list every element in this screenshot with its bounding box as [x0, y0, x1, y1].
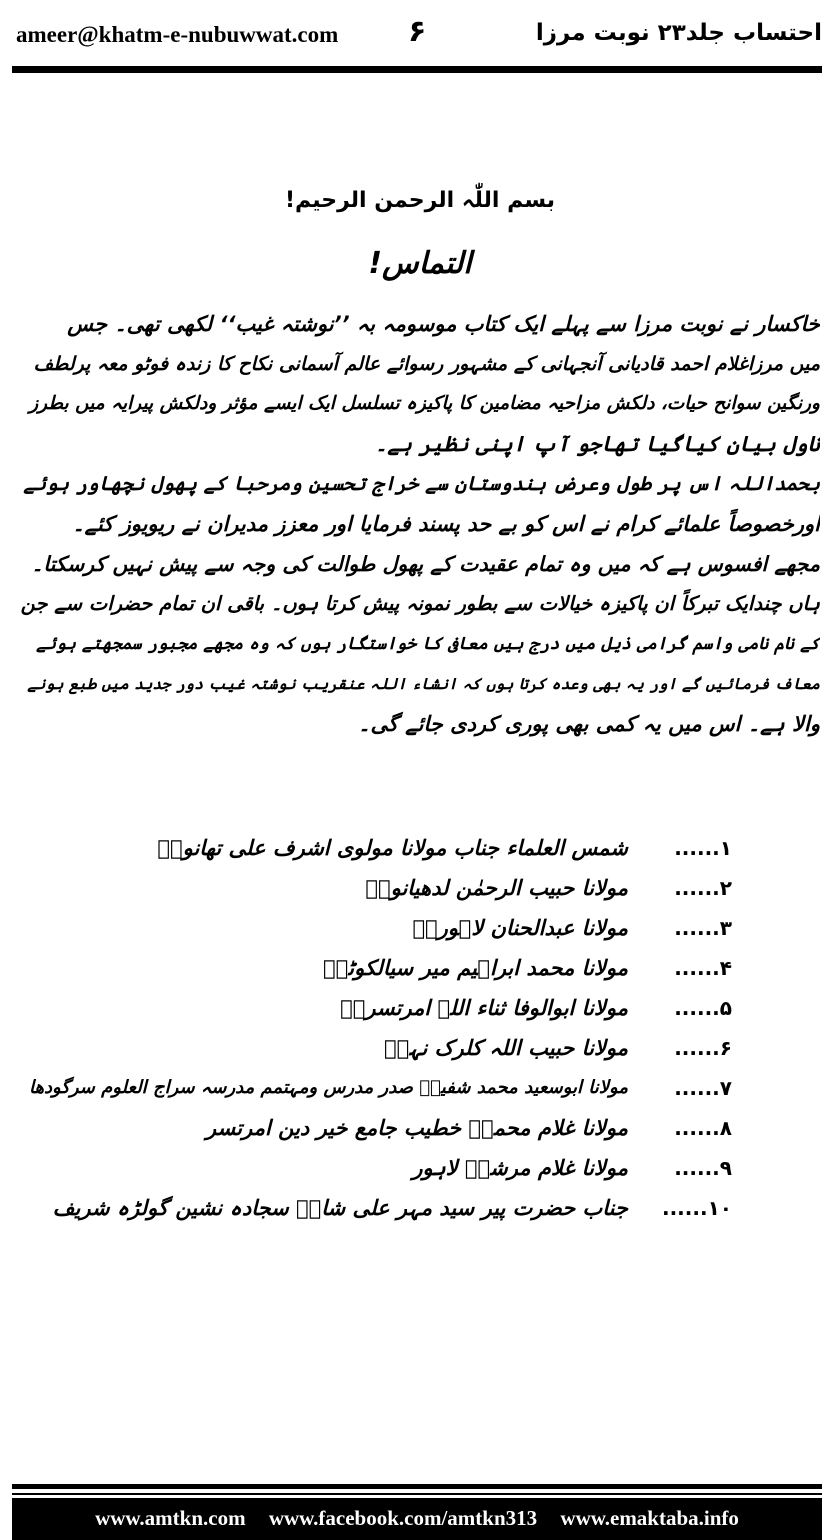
footer-link-amtkn[interactable]: www.amtkn.com: [95, 1506, 246, 1530]
footer-links: [12, 1498, 822, 1540]
body-line: ناول بیان کیاگیا تھاجو آپ اپنی نظیر ہے۔: [375, 432, 820, 456]
list-name: مولانا حبیب الرحمٰن لدھیانویؒ: [365, 876, 628, 900]
list-number: ۳......: [674, 916, 732, 940]
body-line: ہاں چندایک تبرکاً ان پاکیزہ خیالات سے بطور نمونہ پیش کرتا ہوں۔ باقی ان تمام حضرات سے جن: [20, 592, 820, 615]
list-name: شمس العلماء جناب مولانا مولوی اشرف علی تھانویؒ: [157, 836, 628, 860]
body-line: بحمداللہ اس پر طول وعرض ہندوستان سے خراج تحسین ومرحبا کے پھول نچھاور ہوئے: [23, 472, 820, 495]
list-name: مولانا حبیب اللہ کلرک نہرؒ: [383, 1036, 628, 1060]
list-item: [0, 1028, 840, 1068]
list-number: ۹......: [674, 1156, 732, 1180]
list-number: ۸......: [674, 1116, 732, 1140]
footer-divider-thin: [12, 1493, 822, 1495]
body-line: میں مرزاغلام احمد قادیانی آنجہانی کے مشہور رسوائے عالم آسمانی نکاح کا زندہ فوٹو معہ پرلطف: [33, 353, 820, 375]
list-item: [0, 1068, 840, 1108]
footer-link-emaktaba[interactable]: www.emaktaba.info: [560, 1506, 739, 1530]
list-item: [0, 988, 840, 1028]
list-number: ۲......: [674, 876, 732, 900]
body-line: معاف فرمائیں گے اور یہ بھی وعدہ کرتا ہوں کہ انشاء اللہ عنقریب نوشتہ غیب دور جدید میں طبع ہونے: [27, 675, 820, 693]
body-line: والا ہے۔ اس میں یہ کمی بھی پوری کردی جائے گی۔: [358, 712, 820, 736]
list-number: ۱......: [674, 836, 732, 860]
list-name: مولانا ابوسعید محمد شفیعؒ صدر مدرس ومہتمم مدرسہ سراج العلوم سرگودھا: [28, 1077, 628, 1098]
footer-divider: [12, 1484, 822, 1489]
body-line: مجھے افسوس ہے کہ میں وہ تمام عقیدت کے پھول طوالت کی وجہ سے پیش نہیں کرسکتا۔: [31, 552, 820, 576]
list-number: ۷......: [674, 1076, 732, 1100]
header-email: ameer@khatm-e-nubuwwat.com: [16, 22, 339, 47]
list-item: [0, 1108, 840, 1148]
list-item: [0, 908, 840, 948]
list-name: مولانا غلام مرشدؒ لاہور: [412, 1156, 628, 1180]
body-line: اورخصوصاً علمائے کرام نے اس کو بے حد پسند فرمایا اور معزز مدیران نے ریویوز کئے۔: [72, 512, 820, 536]
list-number: ۵......: [674, 996, 732, 1020]
page-title: التماس!: [368, 246, 472, 281]
list-name: مولانا غلام محمدؒ خطیب جامع خیر دین امرتسر: [205, 1116, 628, 1140]
list-name: مولانا محمد ابراہیم میر سیالکوٹیؒ: [323, 956, 628, 980]
list-item: [0, 1148, 840, 1188]
list-name: مولانا ابوالوفا ثناء اللہ امرتسریؒ: [340, 996, 628, 1020]
list-number: ۱۰......: [661, 1196, 732, 1220]
list-item: [0, 828, 840, 868]
list-item: [0, 1188, 840, 1228]
body-line: کے نام نامی واسم گرامی ذیل میں درج ہیں معافی کا خواستگار ہوں کہ وہ مجھے مجبور سمجھتے ہوئے: [36, 634, 820, 654]
names-list: [0, 828, 840, 1228]
book-title: احتساب جلد۲۳ نوبت مرزا: [535, 20, 822, 46]
list-number: ۴......: [674, 956, 732, 980]
footer-link-facebook[interactable]: www.facebook.com/amtkn313: [268, 1506, 538, 1530]
list-item: [0, 948, 840, 988]
body-paragraphs: [14, 304, 820, 744]
list-name: مولانا عبدالحنان لاہوریؒ: [412, 916, 628, 940]
list-number: ۶......: [674, 1036, 732, 1060]
body-line: ورنگین سوانح حیات، دلکش مزاحیہ مضامین کا پاکیزہ تسلسل ایک ایسے مؤثر ودلکش پیرایہ میں بطرز: [29, 393, 820, 414]
list-name: جناب حضرت پیر سید مہر علی شاہؒ سجادہ نشین گولڑہ شریف: [52, 1196, 628, 1220]
list-item: [0, 868, 840, 908]
body-line: خاکسار نے نوبت مرزا سے پہلے ایک کتاب موسومہ بہ ’’نوشتہ غیب‘‘ لکھی تھی۔ جس: [67, 312, 820, 336]
header-divider: [12, 66, 822, 73]
bismillah: بسم اللّٰہ الرحمن الرحیم!: [284, 188, 556, 213]
page-number: ۶: [408, 14, 427, 49]
